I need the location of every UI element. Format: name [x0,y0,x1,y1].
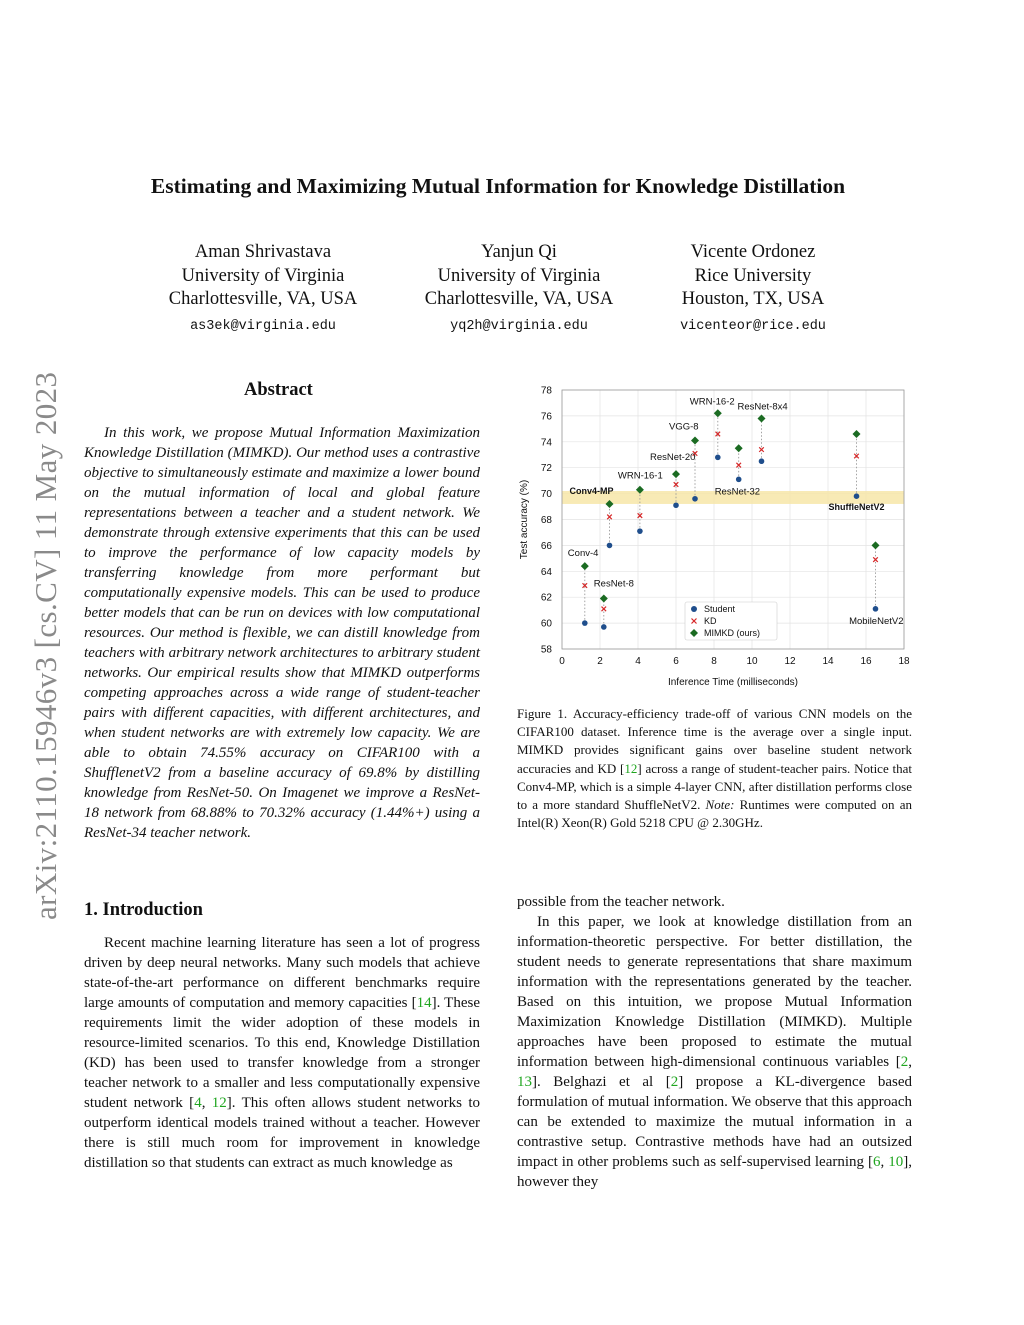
text-run: Recent machine learning literature has seen a lot of progress driven by deep neural networks. Many such models that achieve state-of-the-art performance on different benchmarks require large amounts of computation and memory capacities [ [84,935,480,1011]
text-run: ] propose a KL-divergence based formulation of mutual information. We observe that this approach can be extended to maximize the mutual information in a contrastive setup. Contrastive methods have had an outsized impact in other problems such as self-supervised learning [ [517,1074,912,1170]
author-location: Charlottesville, VA, USA [168,289,358,309]
x-tick-label: 0 [559,656,565,667]
caption-note-label: Note: [705,797,735,813]
text-run: , [201,1095,212,1111]
paragraph [517,912,912,1192]
student-point [673,502,679,508]
introduction-paragraph [84,933,480,1173]
paper-title: Estimating and Maximizing Mutual Information for Knowledge Distillation [150,174,846,198]
legend-mimkd-label: MIMKD (ours) [704,628,760,638]
student-point [692,496,698,502]
model-label: Conv4-MP [569,485,614,496]
x-tick-label: 10 [746,656,758,667]
y-tick-label: 66 [540,540,552,552]
student-point [736,477,742,483]
author-3 [628,241,878,338]
model-label: ResNet-8 [593,578,634,590]
y-tick-label: 76 [540,411,552,423]
y-tick-label: 68 [540,515,552,526]
legend-student-label: Student [704,604,736,614]
figure-caption [517,705,912,832]
accuracy-efficiency-chart [515,380,915,690]
y-tick-label: 64 [540,566,552,578]
student-point [854,493,860,499]
model-label: ShuffleNetV2 [828,502,885,513]
x-tick-label: 4 [635,656,641,667]
continued-paragraph: possible from the teacher network. [517,894,725,910]
text-run: ]. These requirements limit the wider adoption of these models in resource-limited scenarios. To this end, Knowledge Distillation (KD) has been used to transfer knowledge from a stronger teacher network to a smaller and less computationally expensive student network [ [84,995,480,1111]
author-email[interactable]: yq2h@virginia.edu [450,318,588,334]
model-label: MobileNetV2 [849,615,904,627]
y-tick-label: 74 [540,437,552,449]
legend-kd-label: KD [704,616,717,626]
model-label: VGG-8 [669,421,699,433]
model-label: Conv-4 [567,548,599,560]
model-label: ResNet-32 [714,486,761,498]
legend-student-marker [691,606,697,612]
text-run: , [908,1054,912,1070]
author-affiliation: University of Virginia [181,265,345,286]
text-run: Runtimes were computed on an Intel(R) Xeon(R) Gold 5218 CPU @ 2.30GHz. [517,797,912,831]
x-tick-label: 18 [898,656,910,667]
x-tick-label: 16 [860,656,872,667]
y-axis-label: Test accuracy (%) [519,479,530,560]
author-affiliation: University of Virginia [437,265,601,286]
author-affiliation: Rice University [694,265,812,286]
author-name: Vicente Ordonez [690,242,816,262]
x-tick-label: 12 [784,656,796,667]
citation-link[interactable]: 13 [517,1074,532,1090]
abstract-heading: Abstract [244,380,313,400]
student-point [873,606,879,612]
student-point [607,543,613,549]
student-point [715,455,721,461]
mimkd-point [691,437,699,445]
mimkd-point [872,541,880,549]
y-tick-label: 78 [540,385,552,397]
author-email[interactable]: as3ek@virginia.edu [190,318,336,334]
right-column-text [517,892,912,1192]
y-tick-label: 58 [540,644,552,656]
y-tick-label: 70 [540,489,552,501]
model-label: ResNet-20 [650,452,696,464]
y-tick-label: 60 [540,618,552,630]
author-name: Aman Shrivastava [194,242,332,262]
introduction-heading: 1. Introduction [84,900,203,920]
citation-link[interactable]: 6 [873,1154,881,1170]
y-tick-label: 72 [540,463,552,475]
x-tick-label: 6 [673,656,679,667]
abstract-text: In this work, we propose Mutual Information Maximization Knowledge Distillation (MIMKD). Our method uses a contrastive objective to simultaneously estimate and maximize a lower bound on the mutual information of local and global feature representations between a teacher and a student network. We demonstrate through extensive experiments that this can be used to improve the performance of low capacity models by transferring knowledge from more performant but computationally expensive models. This can be used to produce better models that can be run on devices with low computational resources. Our method is flexible, we can distill knowledge from teachers with arbitrary network architectures to arbitrary student networks. Our empirical results show that MIMKD outperforms competing approaches across a wide range of student-teacher pairs with different capacities, with different architectures, and when student networks are with extremely low capacity. We are able to obtain 74.55% accuracy on CIFAR100 with a ShufflenetV2 from a baseline accuracy of 69.8% by distilling knowledge from ResNet-50. On Imagenet we improve a ResNet-18 network from 68.88% to 70.32% accuracy (1.44%+) using a ResNet-34 teacher network. [84,425,480,841]
student-point [637,528,643,534]
chart-legend [685,602,777,640]
model-labels [568,396,904,627]
y-tick-label: 62 [540,592,552,604]
student-point [582,620,588,626]
model-label: ResNet-8x4 [737,401,788,413]
text-run: , [880,1154,889,1170]
author-1 [138,241,388,338]
author-2 [394,241,644,338]
text-run: In this paper, we look at knowledge distillation from an information-theoretic perspective. For better distillation, the student needs to generate representations that share maximum information with the representations generated by the teacher. Based on this intuition, we propose Mutual Information Maximization Knowledge Distillation (MIMKD). Multiple approaches have been proposed to estimate the mutual information between high-dimensional continuous variables [ [517,914,912,1070]
arxiv-identifier: arXiv:2110.15946v3 [cs.CV] 11 May 2023 [28,371,63,920]
mimkd-point [735,444,743,452]
citation-link[interactable]: 12 [624,760,638,776]
citation-link[interactable]: 10 [888,1154,904,1170]
citation-link[interactable]: 2 [670,1074,679,1090]
text-run: ], however they [517,1154,912,1190]
citation-link[interactable]: 4 [194,1095,202,1111]
text-run: ]. This often allows student networks to outperform identical models trained without a teacher. However there is still much room for improvement in knowledge distillation so that students can extract as much knowledge as [84,1095,481,1171]
citation-link[interactable]: 14 [416,995,432,1011]
x-tick-label: 8 [711,656,717,667]
x-tick-label: 2 [597,656,603,667]
citation-link[interactable]: 12 [211,1095,227,1111]
citation-link[interactable]: 2 [900,1054,909,1070]
model-label: WRN-16-1 [617,470,663,482]
mimkd-point [672,470,680,478]
text-run: Figure 1. Accuracy-efficiency trade-off of various CNN models on the CIFAR100 dataset. Inference time is the average over a single input. MIMKD provides significant gains over baseline student network accuracies and KD [ [517,706,912,776]
model-label: WRN-16-2 [689,396,735,408]
student-point [601,624,607,630]
author-location: Houston, TX, USA [681,289,825,309]
mimkd-point [581,562,589,570]
x-tick-label: 14 [822,656,834,667]
author-email[interactable]: vicenteor@rice.edu [680,318,826,334]
mimkd-point [600,594,608,602]
author-location: Charlottesville, VA, USA [424,289,614,309]
x-axis-label: Inference Time (milliseconds) [667,677,799,688]
student-point [759,458,765,464]
author-name: Yanjun Qi [481,242,557,262]
text-run: ]. Belghazi et al [ [532,1074,671,1090]
mimkd-point [853,430,861,438]
text-run: ] across a range of student-teacher pairs. Notice that Conv4-MP, which is a simple 4-layer CNN, after distillation performs close to a more standard ShuffleNetV2. [517,760,912,813]
